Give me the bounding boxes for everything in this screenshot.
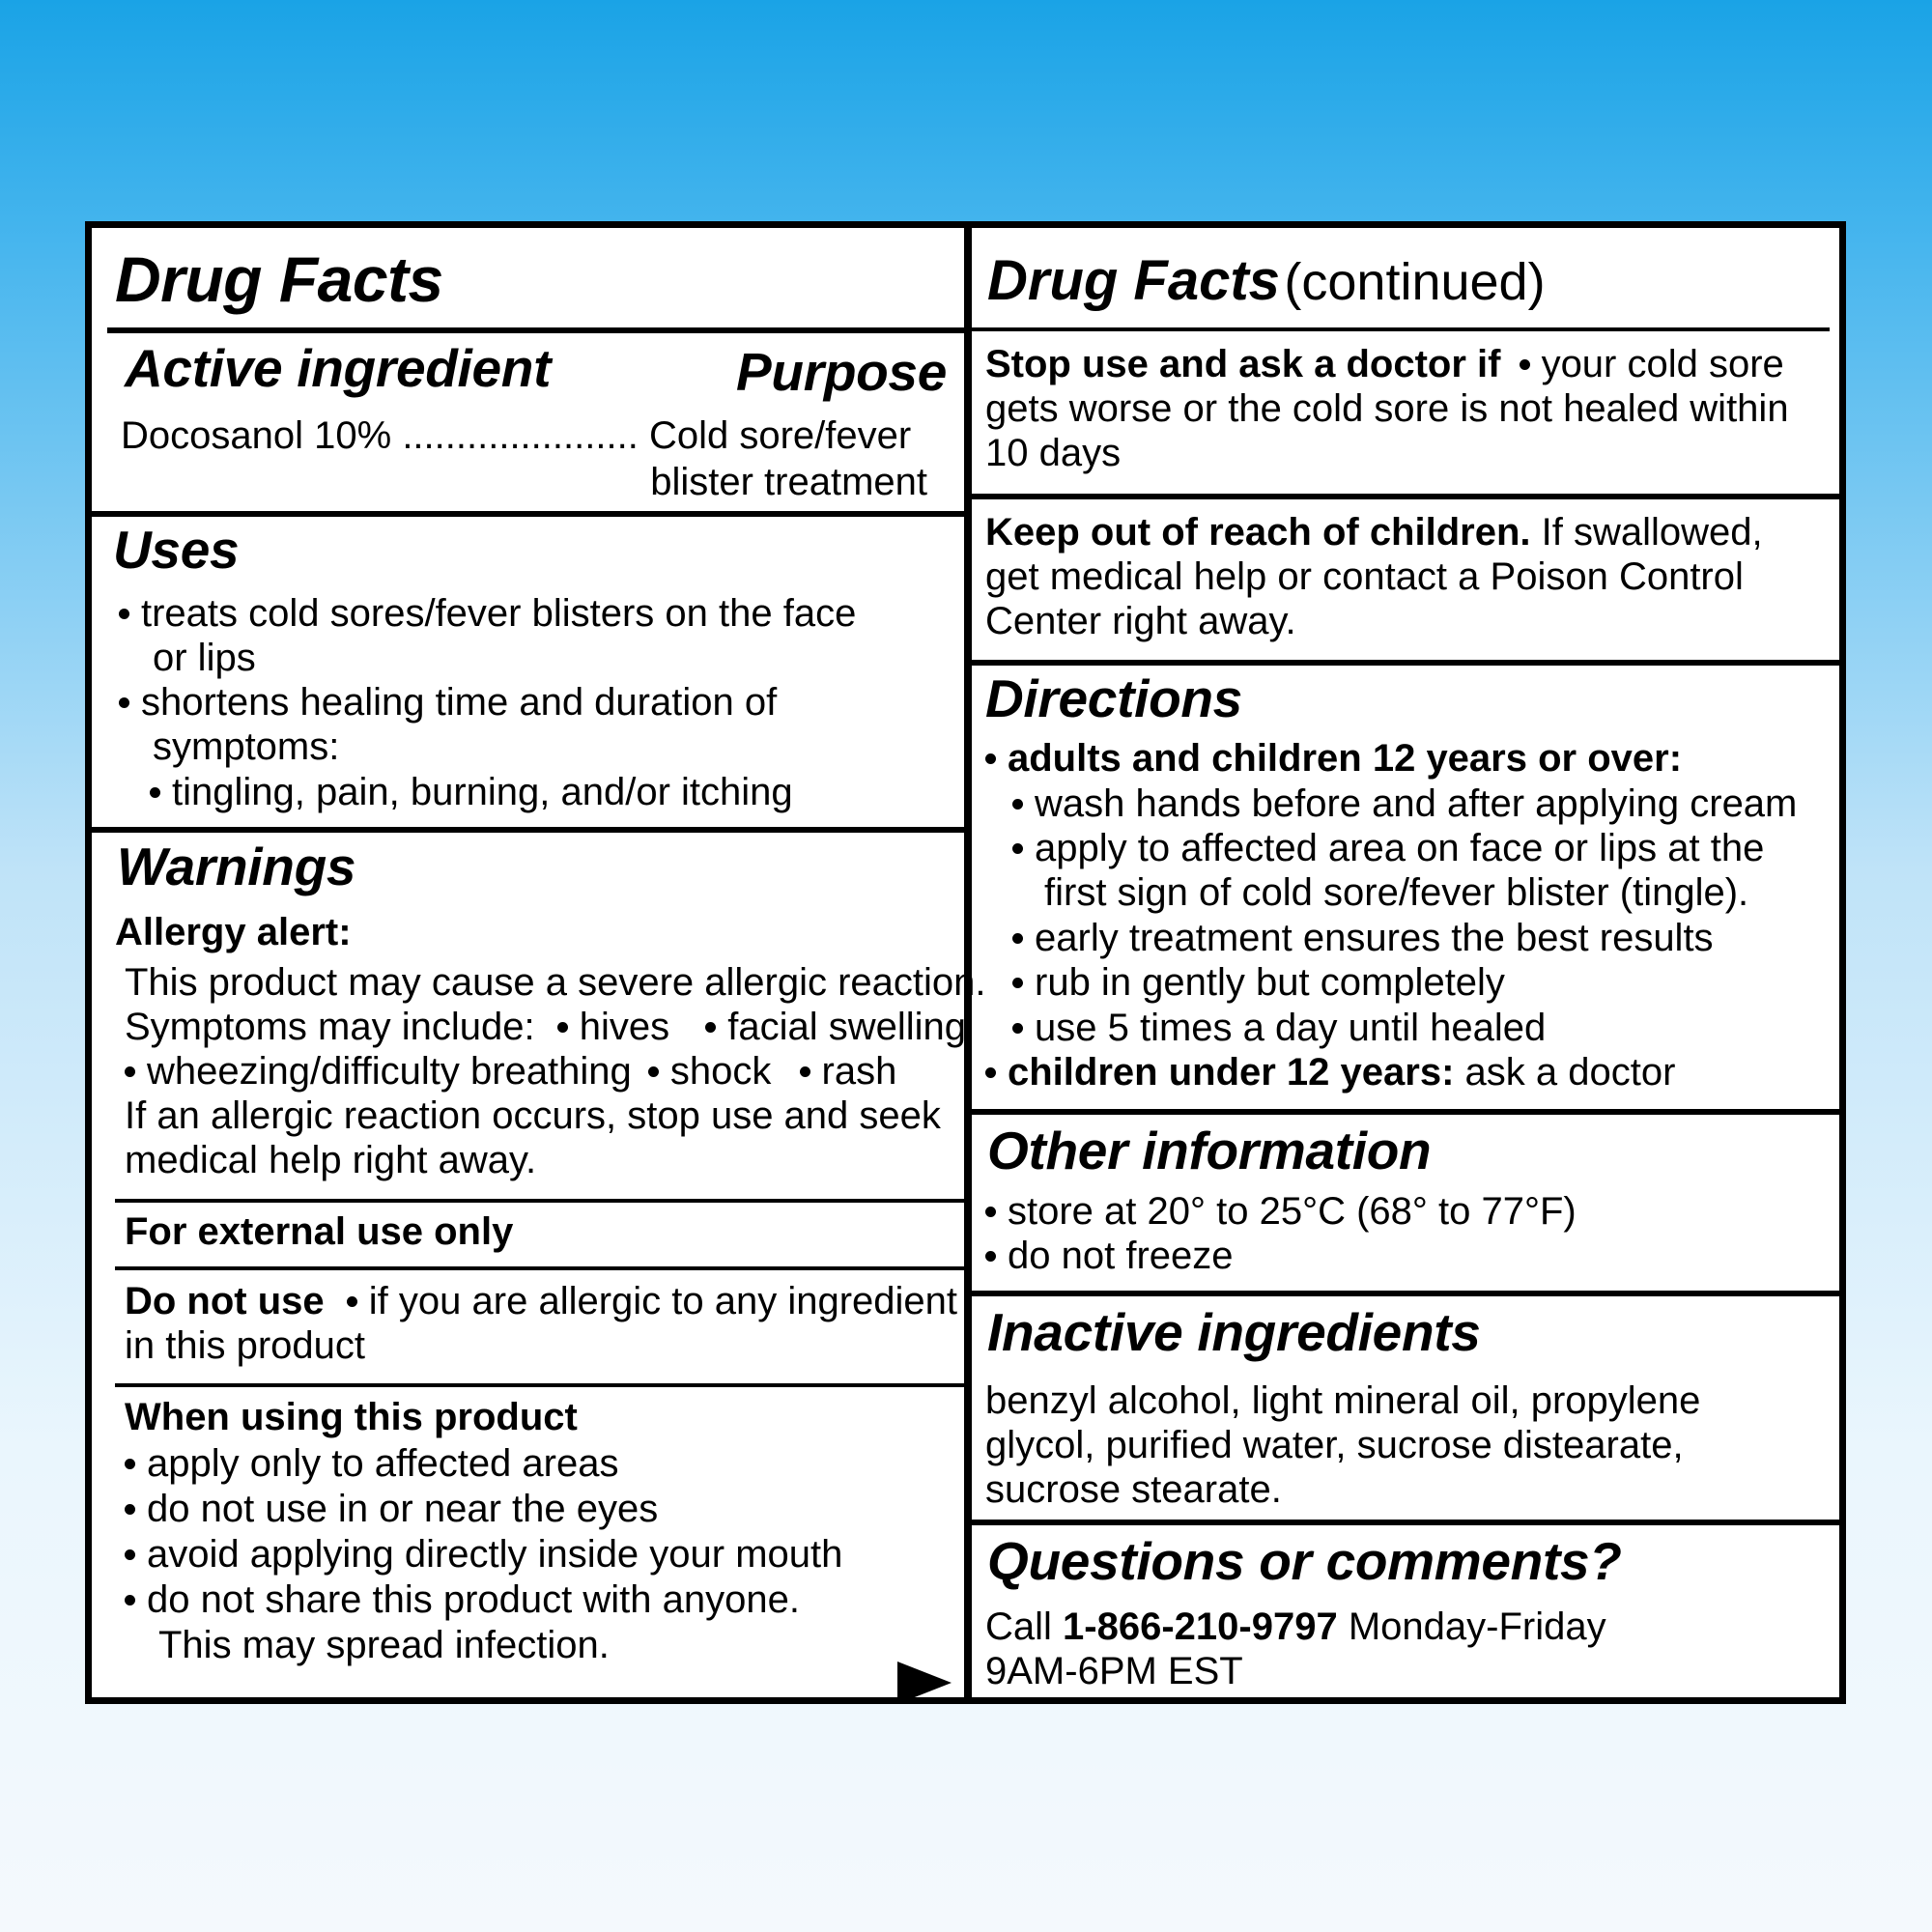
drug-facts-title: Drug Facts bbox=[115, 243, 443, 315]
directions-item-3 bbox=[1012, 916, 1714, 960]
bullet-icon bbox=[125, 1504, 135, 1515]
directions-item-1-text: wash hands before and after applying cream bbox=[1035, 782, 1798, 825]
active-ingredient-line bbox=[121, 413, 911, 458]
when-using-heading: When using this product bbox=[125, 1396, 578, 1438]
keep-out-heading: Keep out of reach of children. bbox=[985, 511, 1531, 554]
purpose-text-1: Cold sore/fever bbox=[648, 414, 912, 457]
keep-out-line-1 bbox=[985, 510, 1763, 554]
uses-item-1-text: treats cold sores/fever blisters on the face bbox=[141, 592, 857, 635]
directions-adults bbox=[985, 736, 1682, 781]
other-info-item-2-text: do not freeze bbox=[1008, 1235, 1234, 1277]
directions-item-5 bbox=[1012, 1006, 1546, 1050]
bullet-icon bbox=[1012, 799, 1023, 810]
allergy-alert-heading: Allergy alert: bbox=[115, 911, 352, 953]
symptom-facial-swelling: facial swelling bbox=[727, 1006, 967, 1048]
right-column bbox=[972, 228, 1839, 1697]
purpose-text-2: blister treatment bbox=[650, 461, 927, 503]
stop-use-line-3: 10 days bbox=[985, 432, 1122, 474]
phone-number[interactable]: 1-866-210-9797 bbox=[1063, 1605, 1338, 1648]
left-column bbox=[92, 228, 986, 1697]
do-not-use-text: if you are allergic to any ingredient bbox=[368, 1280, 958, 1322]
uses-rule bbox=[92, 827, 964, 833]
bullet-icon bbox=[125, 1595, 135, 1605]
directions-children bbox=[985, 1050, 1675, 1094]
directions-item-2-text: apply to affected area on face or lips at the bbox=[1035, 827, 1765, 869]
stop-use-line-2: gets worse or the cold sore is not healed within bbox=[985, 387, 1789, 430]
bullet-icon bbox=[125, 1549, 135, 1560]
directions-item-2 bbox=[1012, 826, 1764, 870]
bullet-icon bbox=[150, 787, 160, 798]
other-info-item-2 bbox=[985, 1234, 1234, 1278]
when-using-item-4-text: do not share this product with anyone. bbox=[147, 1578, 800, 1621]
active-ingredient-heading: Active ingredient bbox=[125, 338, 552, 398]
allergy-line-4: If an allergic reaction occurs, stop use and seek bbox=[125, 1094, 941, 1137]
inactive-heading: Inactive ingredients bbox=[987, 1302, 1481, 1362]
bullet-icon bbox=[985, 1067, 996, 1078]
keep-out-text-1: If swallowed, bbox=[1541, 511, 1763, 554]
active-rule bbox=[92, 511, 964, 517]
warnings-heading: Warnings bbox=[117, 837, 356, 896]
directions-item-4-text: rub in gently but completely bbox=[1035, 961, 1505, 1004]
symptom-shock: shock bbox=[669, 1050, 772, 1093]
directions-item-3-text: early treatment ensures the best results bbox=[1035, 917, 1714, 959]
call-label: Call bbox=[985, 1605, 1052, 1648]
inactive-line-3: sucrose stearate. bbox=[985, 1468, 1282, 1511]
questions-heading: Questions or comments? bbox=[987, 1531, 1622, 1591]
keep-out-line-3: Center right away. bbox=[985, 600, 1296, 642]
when-using-item-2-text: do not use in or near the eyes bbox=[147, 1488, 659, 1530]
when-using-item-4-cont: This may spread infection. bbox=[158, 1624, 610, 1666]
stop-use-heading: Stop use and ask a doctor if bbox=[985, 343, 1501, 385]
directions-item-4 bbox=[1012, 960, 1505, 1005]
directions-children-text: ask a doctor bbox=[1464, 1051, 1676, 1094]
symptom-hives: hives bbox=[579, 1006, 670, 1048]
bullet-icon bbox=[705, 1022, 716, 1033]
questions-line-1 bbox=[985, 1605, 1606, 1649]
do-not-use-rule bbox=[115, 1383, 964, 1387]
other-info-item-1-text: store at 20° to 25°C (68° to 77°F) bbox=[1008, 1190, 1577, 1233]
symptom-wheezing: wheezing/difficulty breathing bbox=[147, 1050, 632, 1093]
uses-heading: Uses bbox=[113, 520, 240, 580]
directions-heading: Directions bbox=[985, 668, 1242, 728]
purpose-heading: Purpose bbox=[736, 342, 947, 402]
support-days: Monday-Friday bbox=[1348, 1605, 1606, 1648]
other-info-item-1 bbox=[985, 1189, 1577, 1234]
title-rule bbox=[107, 327, 964, 333]
do-not-use-heading: Do not use bbox=[125, 1280, 325, 1322]
external-use-text: For external use only bbox=[125, 1210, 514, 1253]
symptoms-prefix: Symptoms may include: bbox=[125, 1006, 535, 1048]
when-using-item-4 bbox=[125, 1577, 800, 1622]
directions-item-5-text: use 5 times a day until healed bbox=[1035, 1007, 1547, 1049]
allergy-line-5: medical help right away. bbox=[125, 1139, 537, 1181]
allergy-line-3 bbox=[125, 1049, 896, 1094]
right-title-rule bbox=[972, 327, 1830, 331]
bullet-icon bbox=[800, 1066, 810, 1077]
bullet-icon bbox=[1012, 843, 1023, 854]
do-not-use-line-1 bbox=[125, 1279, 957, 1323]
inactive-line-2: glycol, purified water, sucrose distearate, bbox=[985, 1424, 1684, 1466]
when-using-item-1-text: apply only to affected areas bbox=[147, 1442, 619, 1485]
uses-item-1-cont: or lips bbox=[153, 637, 256, 679]
bullet-icon bbox=[1012, 1023, 1023, 1034]
directions-item-2-cont: first sign of cold sore/fever blister (tingle). bbox=[1044, 871, 1749, 914]
bullet-icon bbox=[985, 1207, 996, 1217]
bullet-icon bbox=[347, 1296, 357, 1307]
stop-use-rule bbox=[972, 494, 1839, 499]
other-info-heading: Other information bbox=[987, 1121, 1432, 1180]
bullet-icon bbox=[648, 1066, 659, 1077]
stop-use-line-1 bbox=[985, 342, 1784, 386]
symptom-rash: rash bbox=[821, 1050, 897, 1093]
stop-use-text-1: your cold sore bbox=[1541, 343, 1784, 385]
when-using-item-3 bbox=[125, 1532, 842, 1577]
inactive-line-1: benzyl alcohol, light mineral oil, propylene bbox=[985, 1379, 1701, 1422]
directions-rule bbox=[972, 1109, 1839, 1115]
inactive-rule bbox=[972, 1520, 1839, 1525]
do-not-use-line-2: in this product bbox=[125, 1324, 366, 1367]
leader-dots: ...................... bbox=[402, 414, 639, 457]
when-using-item-1 bbox=[125, 1441, 618, 1486]
uses-item-2 bbox=[119, 680, 777, 724]
directions-adults-text: adults and children 12 years or over: bbox=[1008, 737, 1683, 780]
bullet-icon bbox=[985, 1251, 996, 1262]
warnings-rule bbox=[115, 1199, 964, 1203]
bullet-icon bbox=[125, 1066, 135, 1077]
other-info-rule bbox=[972, 1291, 1839, 1296]
bullet-icon bbox=[985, 753, 996, 764]
uses-subitem bbox=[150, 770, 793, 814]
bullet-icon bbox=[1012, 933, 1023, 944]
uses-item-1 bbox=[119, 591, 856, 636]
allergy-line-2 bbox=[125, 1005, 966, 1049]
directions-children-label: children under 12 years: bbox=[1008, 1051, 1455, 1094]
bullet-icon bbox=[1012, 978, 1023, 988]
drug-facts-title-continued: Drug Facts bbox=[987, 249, 1280, 312]
bullet-icon bbox=[119, 697, 129, 708]
bullet-icon bbox=[125, 1459, 135, 1469]
continue-arrow-icon bbox=[897, 1662, 952, 1704]
uses-item-2-cont: symptoms: bbox=[153, 725, 340, 768]
keep-out-rule bbox=[972, 660, 1839, 666]
support-hours: 9AM-6PM EST bbox=[985, 1650, 1243, 1692]
keep-out-line-2: get medical help or contact a Poison Control bbox=[985, 555, 1744, 598]
continued-title bbox=[987, 249, 1546, 312]
bullet-icon bbox=[119, 609, 129, 619]
continued-suffix: (continued) bbox=[1284, 253, 1546, 311]
directions-item-1 bbox=[1012, 781, 1797, 826]
external-rule bbox=[115, 1266, 964, 1270]
uses-subitem-text: tingling, pain, burning, and/or itching bbox=[172, 771, 793, 813]
drug-facts-label bbox=[85, 221, 1846, 1704]
bullet-icon bbox=[1520, 359, 1530, 370]
bullet-icon bbox=[557, 1022, 568, 1033]
ingredient-name: Docosanol 10% bbox=[121, 414, 392, 457]
uses-item-2-text: shortens healing time and duration of bbox=[141, 681, 778, 724]
when-using-item-3-text: avoid applying directly inside your mouth bbox=[147, 1533, 843, 1576]
allergy-line-1: This product may cause a severe allergic reaction. bbox=[125, 961, 986, 1004]
when-using-item-2 bbox=[125, 1487, 658, 1531]
